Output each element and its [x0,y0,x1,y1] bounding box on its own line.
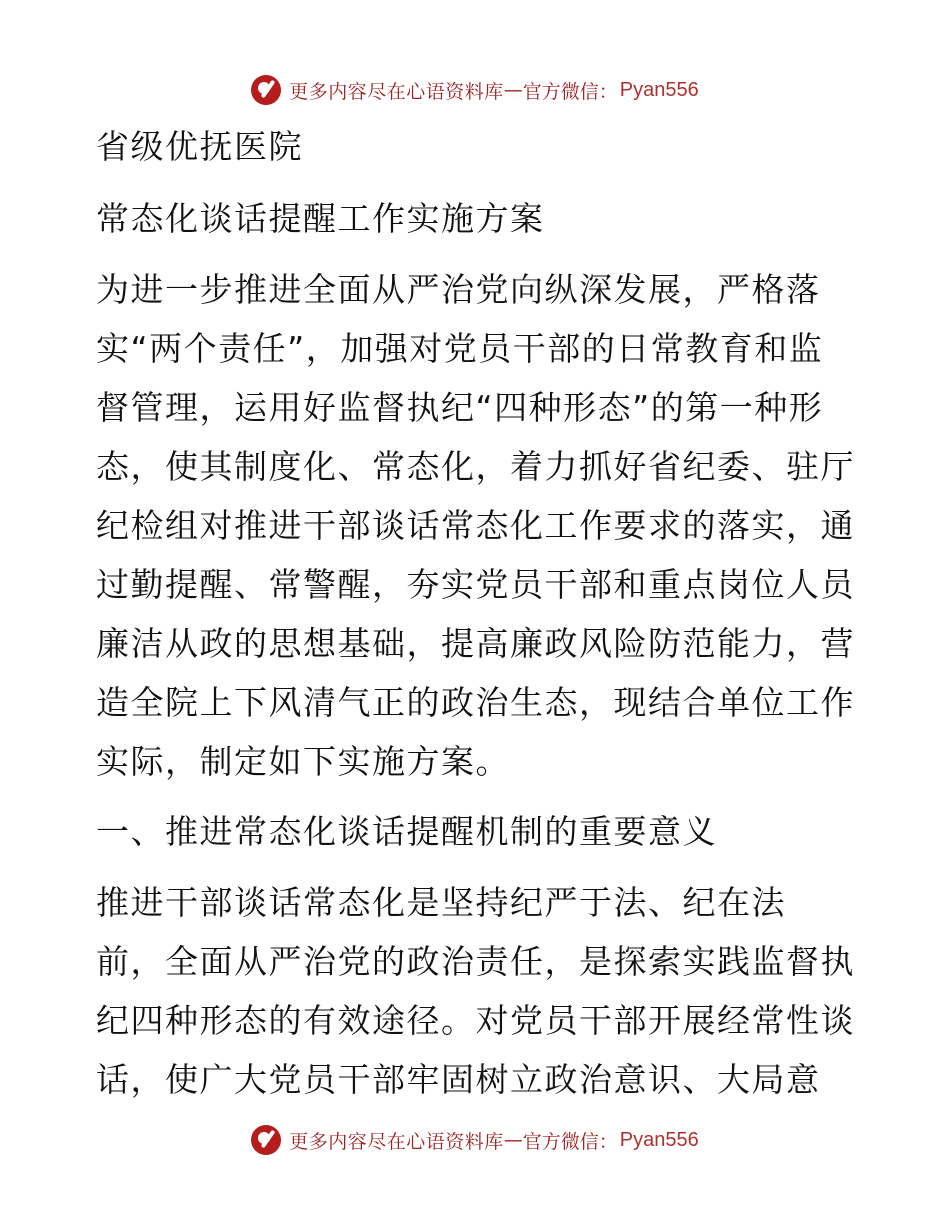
paragraph-line: 过勤提醒、常警醒，夯实党员干部和重点岗位人员 [96,565,855,604]
watermark-text: 更多内容尽在心语资料库 [289,80,504,103]
watermark-wechat-label: 官方微信： [522,80,618,103]
watermark-separator: — [503,1129,523,1151]
paragraph-line: 态，使其制度化、常态化，着力抓好省纪委、驻厅 [96,447,855,486]
watermark-wechat-label: 官方微信： [522,1130,618,1153]
watermark-separator: — [503,79,523,101]
paragraph-line: 纪四种形态的有效途径。对党员干部开展经常性谈 [96,1001,855,1040]
paragraph-line: 前，全面从严治党的政治责任，是探索实践监督执 [96,942,855,981]
paragraph-line: 纪检组对推进干部谈话常态化工作要求的落实，通 [96,506,855,545]
pen-circle-logo-icon [251,1125,281,1155]
paragraph-line: 督管理，运用好监督执纪“四种形态”的第一种形 [96,388,824,427]
intro-paragraph [96,260,856,791]
footer-watermark [0,1120,950,1160]
header-watermark [0,70,950,110]
watermark-wechat-id: Pyan556 [619,1128,699,1151]
paragraph-line: 实际，制定如下实施方案。 [96,742,510,781]
document-header [96,124,856,242]
section-1-title: 一、推进常态化谈话提醒机制的重要意义 [96,812,717,851]
paragraph-line: 实“两个责任”，加强对党员干部的日常教育和监 [96,329,824,368]
paragraph-line: 话，使广大党员干部牢固树立政治意识、大局意 [96,1060,821,1099]
section-1 [96,797,856,1109]
document-body [96,124,856,1109]
watermark-text: 更多内容尽在心语资料库 [289,1130,504,1153]
paragraph-line: 为进一步推进全面从严治党向纵深发展，严格落 [96,270,821,309]
pen-circle-logo-icon [251,75,281,105]
paragraph-line: 推进干部谈话常态化是坚持纪严于法、纪在法 [96,883,786,922]
paragraph-line: 廉洁从政的思想基础，提高廉政风险防范能力，营 [96,624,855,663]
watermark-wechat-id: Pyan556 [619,78,699,101]
paragraph-line: 造全院上下风清气正的政治生态，现结合单位工作 [96,683,855,722]
document-title: 常态化谈话提醒工作实施方案 [96,199,545,238]
org-name: 省级优抚医院 [96,127,303,166]
